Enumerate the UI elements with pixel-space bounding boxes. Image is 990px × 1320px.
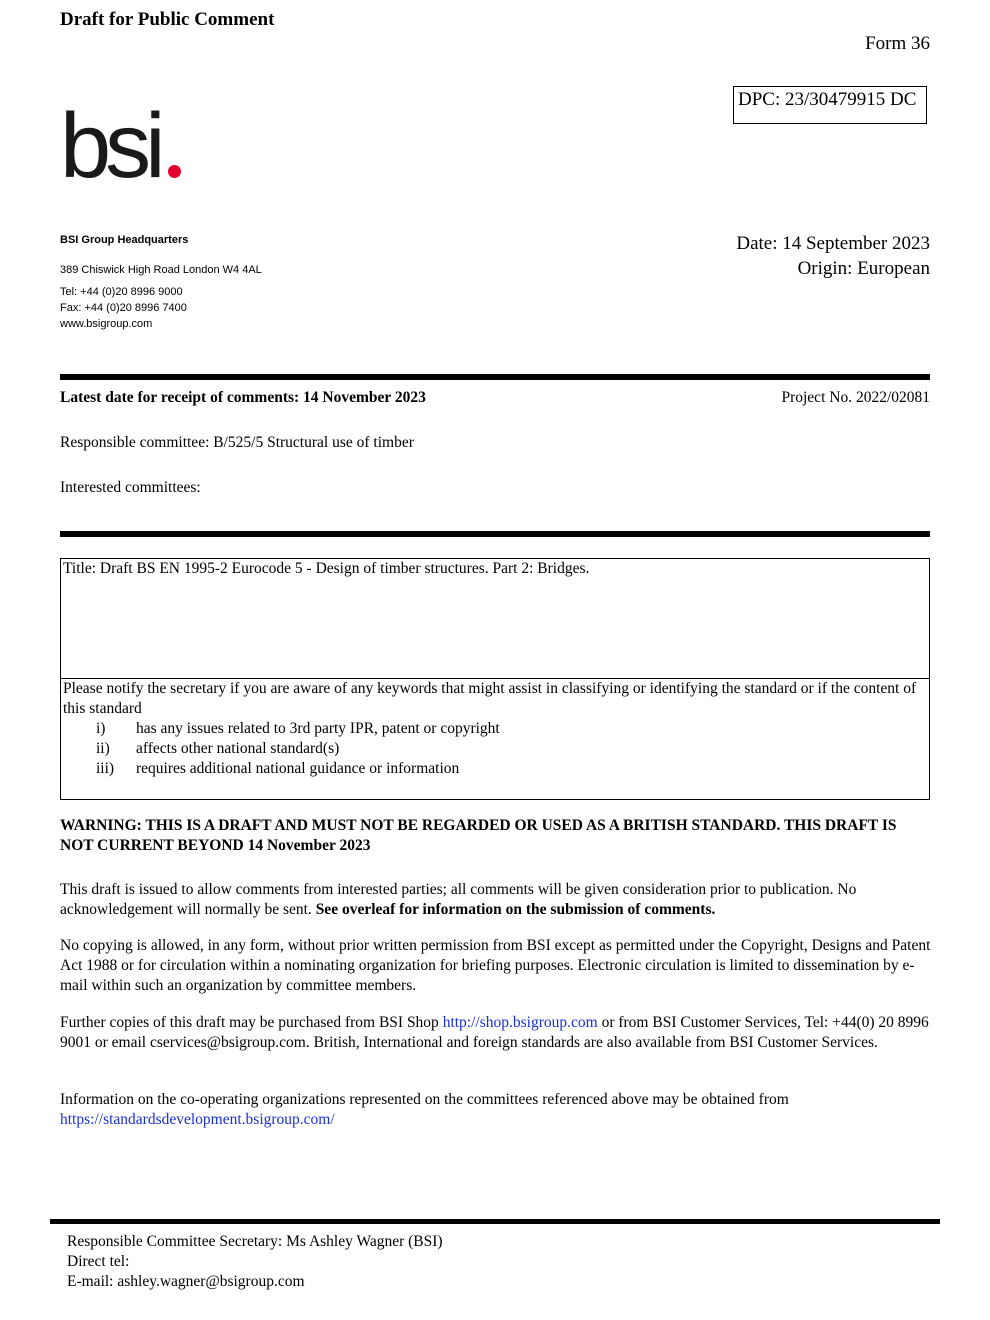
draft-warning: WARNING: THIS IS A DRAFT AND MUST NOT BE REGARDED OR USED AS A BRITISH STANDARD. THIS DRAFT IS NOT CURRENT BEYOND 14 November 2023: [60, 817, 897, 854]
document-info-box: [60, 558, 930, 800]
draft-title: Draft for Public Comment: [60, 9, 275, 30]
footer-rule: [50, 1219, 940, 1224]
list-item-number: iii): [96, 760, 115, 777]
bsi-logo-dot: [168, 165, 181, 178]
issue-paragraph-text: This draft is issued to allow comments from interested parties; all comments will be given consideration prior to publication. No acknowledgement will normally be sent.: [60, 881, 857, 918]
hq-website: www.bsigroup.com: [60, 318, 153, 330]
divider-rule: [60, 531, 930, 537]
list-item-text: affects other national standard(s): [136, 740, 340, 757]
bsi-logo-text: bsi: [60, 95, 160, 197]
hq-tel: Tel: +44 (0)20 8996 9000: [60, 286, 183, 298]
copyright-paragraph: No copying is allowed, in any form, without prior written permission from BSI except as permitted under the Copyright, Designs and Patent Act 1988 or for circulation within a nominating organization for briefing purposes. Electronic circulation is limited to dissemination by e-mail within such an organization by committee members.: [60, 937, 931, 994]
list-item-number: i): [96, 720, 106, 737]
issue-paragraph: [60, 880, 932, 920]
organizations-paragraph-text: Information on the co-operating organizations represented on the committees referenced above may be obtained from: [60, 1091, 789, 1108]
copies-paragraph: [60, 1013, 932, 1053]
list-item-text: has any issues related to 3rd party IPR, patent or copyright: [136, 720, 500, 737]
bsi-shop-link[interactable]: http://shop.bsigroup.com: [442, 1014, 598, 1031]
document-origin: Origin: European: [797, 258, 930, 279]
secretary-direct-tel: Direct tel:: [67, 1253, 130, 1270]
committee-secretary: Responsible Committee Secretary: Ms Ashley Wagner (BSI): [67, 1233, 443, 1250]
document-title: Title: Draft BS EN 1995-2 Eurocode 5 - Design of timber structures. Part 2: Bridges.: [63, 560, 590, 577]
list-item-number: ii): [96, 740, 110, 757]
notify-intro: Please notify the secretary if you are aware of any keywords that might assist in classifying or identifying the standard or if the content of this standard: [63, 680, 917, 717]
interested-committees: Interested committees:: [60, 479, 201, 496]
notify-cell: [61, 679, 929, 799]
list-item: [63, 759, 927, 779]
latest-comment-date: Latest date for receipt of comments: 14 November 2023: [60, 389, 426, 406]
bsi-logo: [60, 95, 160, 197]
list-item: [63, 739, 927, 759]
list-item-text: requires additional national guidance or information: [136, 760, 460, 777]
project-number: Project No. 2022/02081: [781, 389, 930, 406]
standards-development-link[interactable]: https://standardsdevelopment.bsigroup.com/: [60, 1111, 335, 1128]
title-cell: [61, 559, 929, 679]
hq-name: BSI Group Headquarters: [60, 234, 189, 246]
dpc-reference-box: DPC: 23/30479915 DC: [733, 86, 927, 124]
hq-address: 389 Chiswick High Road London W4 4AL: [60, 264, 262, 276]
hq-fax: Fax: +44 (0)20 8996 7400: [60, 302, 187, 314]
form-number: Form 36: [865, 33, 930, 54]
overleaf-note: See overleaf for information on the submission of comments.: [315, 901, 716, 918]
divider-rule: [60, 374, 930, 380]
copies-paragraph-text-end: or from BSI Customer Services, Tel: +44(0) 20 8996 9001 or email cservices@bsigroup.com. British, International and foreign standards are also available from BSI Customer Services.: [60, 1014, 929, 1051]
organizations-paragraph: [60, 1090, 932, 1130]
secretary-email: E-mail: ashley.wagner@bsigroup.com: [67, 1273, 305, 1290]
list-item: [63, 719, 927, 739]
responsible-committee: Responsible committee: B/525/5 Structural use of timber: [60, 434, 414, 451]
document-date: Date: 14 September 2023: [736, 233, 930, 254]
copies-paragraph-text: Further copies of this draft may be purchased from BSI Shop: [60, 1014, 443, 1031]
